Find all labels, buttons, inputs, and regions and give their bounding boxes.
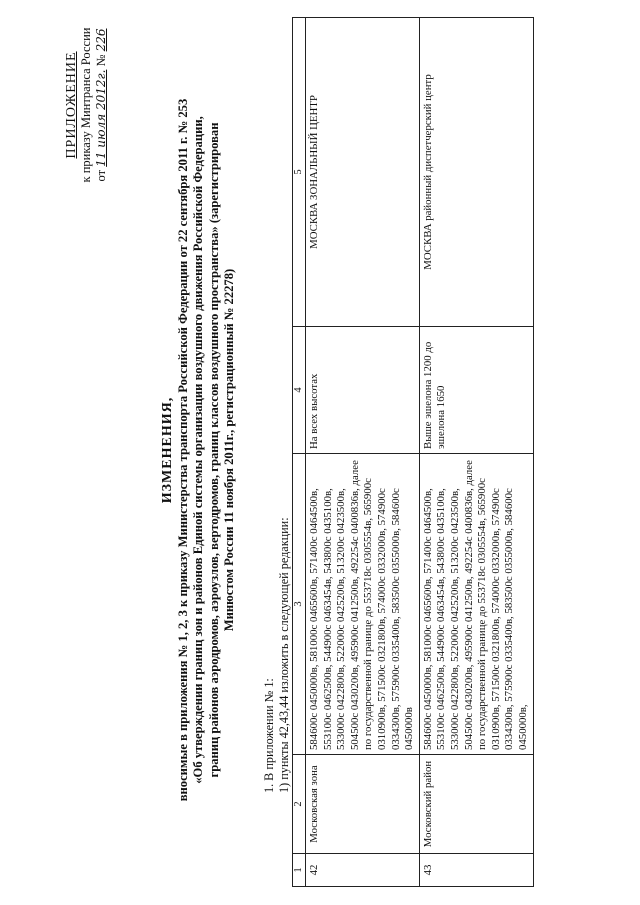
boundary-coordinates: 584600с 0450000в, 581000с 0465600в, 571400с 0464500в, 553100с 0462500в, 544900с 0463454в, 543800с 0435100в, 533000с 0422800в, 522000с 0425200в, 513200с 0423500в, 504500с 0430200в, 495900с 0412500в, 492254с 0400836в, далее по государственной границе до 553718с 0305554в, 565900с 0310900в, 571500с 0321800в, 574000с 0332000в, 574900с 0334300в, 575900с 0335400в, 583500с 0355000в, 584600с 0450000в [306, 454, 420, 755]
table-row [419, 18, 533, 887]
zones-table [292, 17, 534, 887]
boundary-coordinates: 584600с 0450000в, 581000с 0465600в, 571400с 0464500в, 553100с 0462500в, 544900с 0463454в, 543800с 0435100в, 533000с 0422800в, 522000с 0425200в, 513200с 0423500в, 504500с 0430200в, 495900с 0412500в, 492254с 0400836в, далее по государственной границе до 553718с 0305554в, 565900с 0310900в, 571500с 0321800в, 574000с 0332000в, 574900с 0334300в, 575900с 0335400в, 583500с 0355000в, 584600с 0450000в, [419, 454, 533, 755]
control-center: МОСКВА ЗОНАЛЬНЫЙ ЦЕНТР [306, 18, 420, 327]
appendix-title: ПРИЛОЖЕНИЕ [64, 51, 79, 159]
zone-name: Московский район [419, 755, 533, 854]
control-center: МОСКВА районный диспетчерский центр [419, 18, 533, 327]
number-prefix: № [94, 54, 108, 67]
intro-text [262, 517, 292, 793]
document-heading [160, 55, 238, 845]
zone-name: Московская зона [306, 755, 420, 854]
height-limits: Выше эшелона 1200 до эшелона 1650 [419, 327, 533, 454]
column-number: 3 [293, 454, 306, 755]
appendix-order-line: к приказу Минтранса России [79, 27, 93, 183]
heading-line: «Об утверждении границ зон и районов Единой системы организации воздушного движения Российской Федерации, [191, 116, 205, 784]
column-number: 5 [293, 18, 306, 327]
intro-line: 1) пункты 42,43,44 изложить в следующей редакции: [277, 517, 291, 793]
handwritten-number: 226 [94, 28, 108, 52]
date-prefix: от [94, 169, 108, 182]
appendix-date-line [94, 5, 109, 205]
column-number: 1 [293, 854, 306, 887]
table-header-row [293, 18, 306, 887]
table-row [306, 18, 420, 887]
column-number: 4 [293, 327, 306, 454]
height-limits: На всех высотах [306, 327, 420, 454]
column-number: 2 [293, 755, 306, 854]
row-number: 43 [419, 854, 533, 887]
heading-line: Минюстом России 11 ноября 2011г., регистрационный № 22278) [222, 268, 236, 632]
row-number: 42 [306, 854, 420, 887]
appendix-block [64, 5, 109, 205]
heading-title: ИЗМЕНЕНИЯ, [160, 396, 175, 504]
heading-line: границ районов аэродромов, аэроузлов, вертодромов, границ классов воздушного пространства» (зарегистрирован [206, 122, 221, 778]
heading-line: вносимые в приложения № 1, 2, 3 к приказу Министерства транспорта Российской Федерации от 22 сентября 2011 г. № 253 [175, 98, 190, 802]
handwritten-date: 11 июля 2012г. [94, 69, 108, 167]
intro-line: 1. В приложении № 1: [262, 678, 276, 793]
